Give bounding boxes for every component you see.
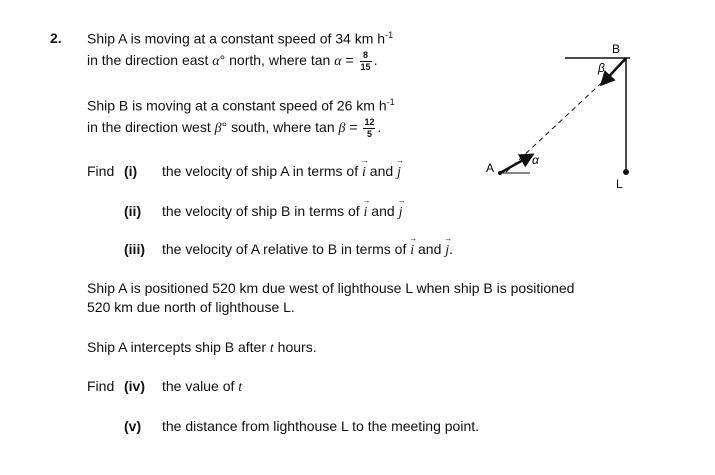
label-a: A: [486, 161, 495, 175]
part-text: the velocity of ship B in terms of: [162, 203, 364, 219]
vector-arrow-mark: →: [409, 234, 418, 243]
unit-vector-j: j →: [396, 156, 405, 180]
find-label-2: Find: [87, 378, 115, 394]
position-line-2: 520 km due north of lighthouse L.: [87, 299, 295, 315]
and-text: and: [414, 241, 446, 257]
part-text: the velocity of ship A in terms of: [162, 163, 362, 179]
ship-b-direction-mid: ° south, where tan: [221, 119, 339, 136]
tan-beta-fraction: [363, 118, 375, 139]
part-iii-text: [162, 234, 454, 259]
beta-symbol: β: [338, 121, 346, 137]
part-iv-label: (iv): [124, 378, 145, 394]
fraction-numerator: 8: [363, 50, 369, 60]
part-i-text: [162, 156, 405, 181]
ship-b-velocity-arrow: [602, 58, 626, 84]
fraction-numerator: 12: [364, 117, 375, 127]
vector-arrow-mark: →: [361, 156, 369, 165]
ships-diagram: [480, 40, 640, 190]
beta-angle-label: β: [598, 61, 605, 75]
alpha-symbol: α: [212, 54, 220, 70]
alpha-angle-label: α: [532, 153, 539, 167]
time-variable: t: [238, 380, 243, 395]
intercept-suffix: hours.: [273, 339, 317, 355]
fraction-denominator: 15: [360, 62, 371, 72]
time-variable: t: [269, 341, 274, 356]
ship-a-speed-exponent: -1: [385, 30, 394, 40]
tan-alpha-fraction: [360, 51, 372, 72]
ship-b-speed-text: Ship B is moving at a constant speed of 26 km h: [87, 97, 387, 114]
part-v-text: the distance from lighthouse L to the meeting point.: [162, 418, 480, 434]
ship-b-speed-exponent: -1: [386, 97, 395, 107]
ship-a-direction-mid: ° north, where tan: [219, 52, 335, 69]
beta-symbol: β: [214, 121, 222, 137]
unit-vector-i: i →: [362, 196, 371, 220]
vector-arrow-mark: →: [396, 156, 405, 165]
part-ii-label: (ii): [124, 203, 142, 219]
label-l: L: [616, 177, 623, 190]
intercept-prefix: Ship A intercepts ship B after: [87, 339, 270, 355]
part-iv-text: [162, 378, 242, 396]
part-v-label: (v): [124, 418, 142, 434]
label-b: B: [612, 42, 621, 56]
intercept-line: [87, 339, 317, 357]
ship-b-direction-line: in the direction west β° south, where tan β = $\frac{12}{5}$ .: [87, 117, 382, 139]
find-label: Find: [87, 163, 115, 179]
unit-vector-i: i →: [361, 156, 369, 180]
part-iii-label: (iii): [124, 241, 145, 257]
ship-a-direction-line: in the direction east α° north, where tan α = $\frac{8}{15}$ .: [87, 50, 378, 72]
vector-arrow-mark: →: [397, 196, 406, 205]
ship-b-speed-line: [87, 97, 395, 114]
vector-arrow-mark: →: [362, 196, 371, 205]
ship-b-direction-prefix: in the direction west: [87, 119, 215, 136]
unit-vector-i: i →: [409, 234, 418, 258]
and-text: and: [365, 163, 398, 179]
period: .: [449, 241, 454, 257]
and-text: and: [367, 203, 399, 219]
question-number: 2.: [50, 30, 62, 46]
unit-vector-j: j →: [397, 196, 406, 220]
ship-a-speed-text: Ship A is moving at a constant speed of 34 km h: [87, 30, 386, 47]
position-line-1: Ship A is positioned 520 km due west of lighthouse L when ship B is positioned: [87, 280, 575, 296]
point-l: [623, 169, 629, 175]
fraction-denominator: 5: [366, 129, 372, 139]
unit-vector-j: j →: [444, 234, 453, 258]
part-i-label: (i): [124, 163, 138, 179]
ship-a-speed-line: [87, 30, 393, 47]
vector-arrow-mark: →: [444, 234, 453, 243]
part-text: the velocity of A relative to B in terms of: [162, 241, 411, 257]
ship-a-velocity-arrow: [500, 155, 532, 173]
part-ii-text: [162, 196, 406, 221]
part-text: the value of: [162, 378, 239, 394]
alpha-symbol: α: [334, 54, 342, 70]
ship-a-direction-prefix: in the direction east: [87, 52, 213, 69]
point-a: [498, 171, 502, 175]
